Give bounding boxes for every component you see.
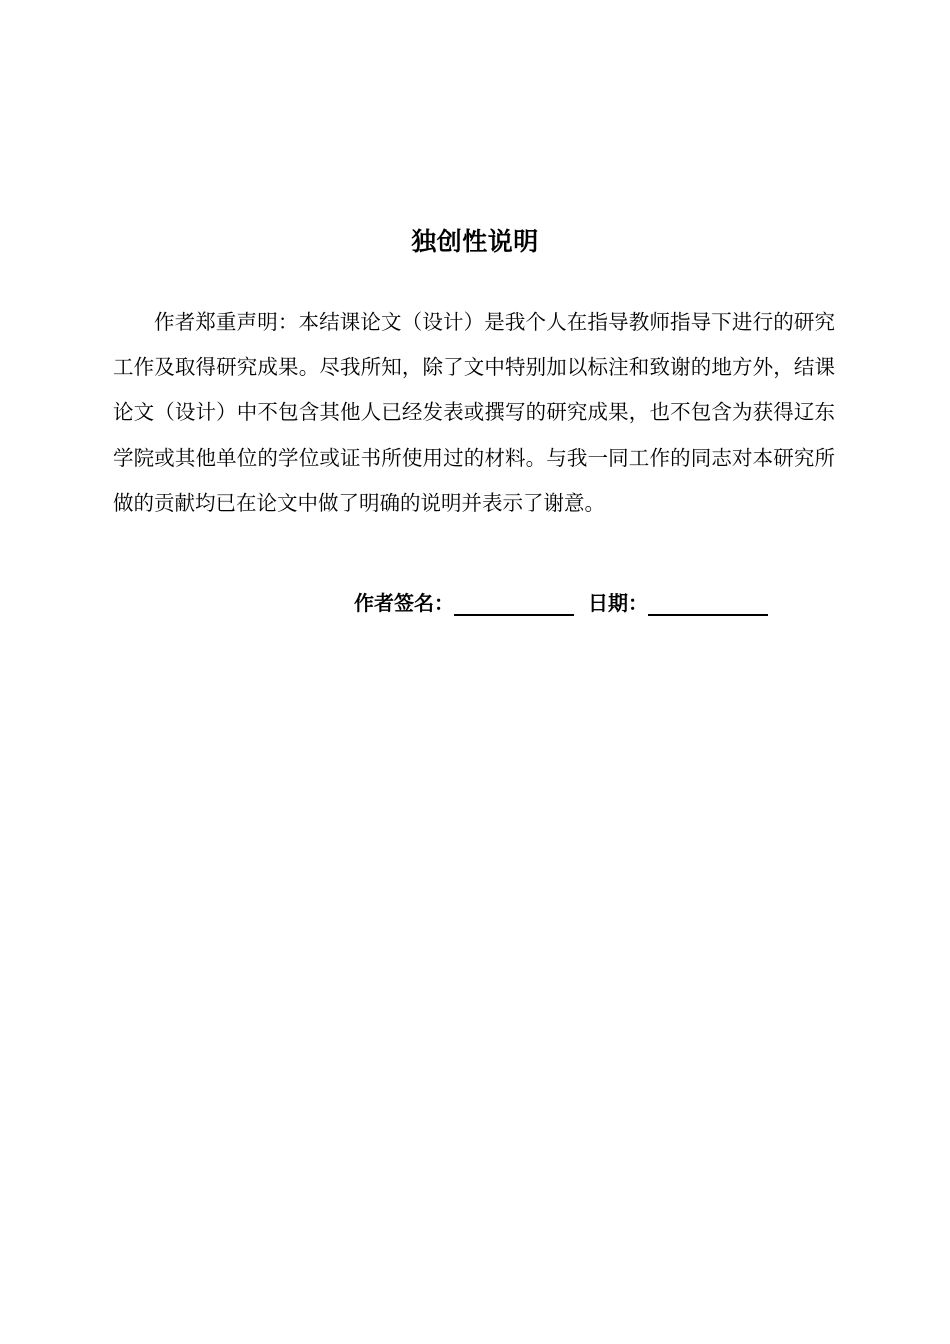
signature-blank-line bbox=[454, 590, 574, 616]
date-blank-line bbox=[648, 590, 768, 616]
signature-label: 作者签名： bbox=[354, 590, 454, 615]
declaration-paragraph: 作者郑重声明：本结课论文（设计）是我个人在指导教师指导下进行的研究工作及取得研究成果。尽我所知，除了文中特别加以标注和致谢的地方外，结课论文（设计）中不包含其他人已经发表或撰写的研究成果，也不包含为获得辽东学院或其他单位的学位或证书所使用过的材料。与我一同工作的同志对本研究所做的贡献均已在论文中做了明确的说明并表示了谢意。 bbox=[113, 310, 835, 515]
document-title: 独创性说明 bbox=[411, 227, 539, 256]
date-label: 日期： bbox=[588, 590, 648, 615]
signature-row bbox=[354, 581, 814, 621]
